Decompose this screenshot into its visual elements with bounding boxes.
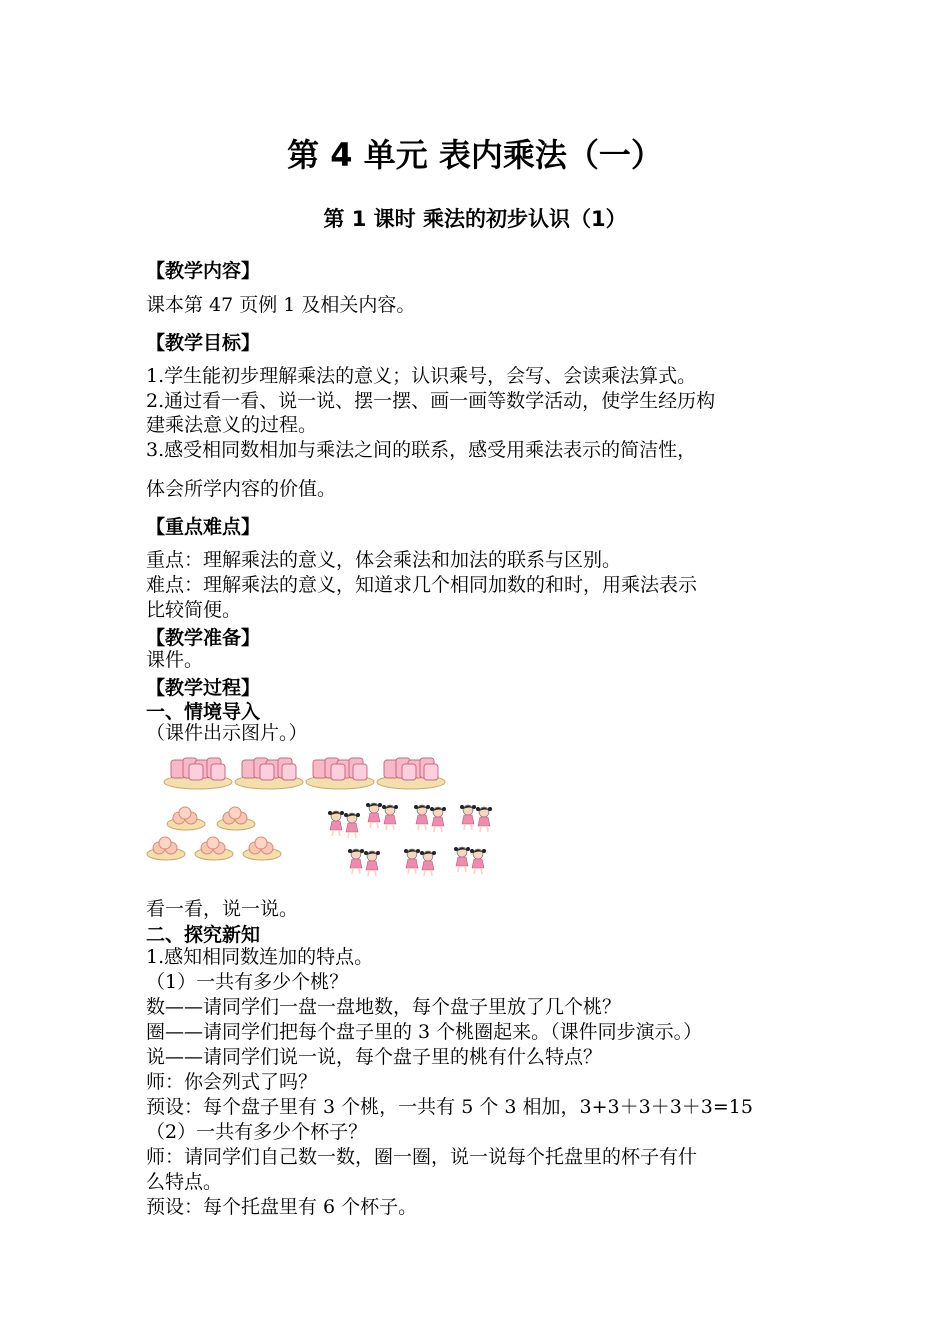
step-count: 数——请同学们一盘一盘地数，每个盘子里放了几个桃？ xyxy=(146,996,622,1018)
teacher-instruction-line1: 师：请同学们自己数一数，圈一圈，说一说每个托盘里的杯子有什 xyxy=(146,1146,698,1168)
difficulty-line2: 比较简便。 xyxy=(146,599,242,621)
part2-point1: 1.感知相同数连加的特点。 xyxy=(146,946,374,968)
dancing-girls-illustration xyxy=(322,802,507,882)
step-say: 说——请同学们说一说，每个盘子里的桃有什么特点？ xyxy=(146,1046,603,1068)
peach-plate xyxy=(147,837,185,860)
look-say-text: 看一看，说一说。 xyxy=(146,898,299,920)
lesson-subtitle: 第 1 课时 乘法的初步认识（1） xyxy=(323,207,627,231)
part1-note: （课件出示图片。） xyxy=(146,722,308,744)
girl-pair xyxy=(366,803,398,830)
step-circle: 圈——请同学们把每个盘子里的 3 个桃圈起来。（课件同步演示。） xyxy=(146,1021,703,1043)
question-peaches: （1）一共有多少个桃？ xyxy=(146,971,349,993)
goals-heading: 【教学目标】 xyxy=(146,332,261,354)
girl-pair xyxy=(414,805,446,832)
teacher-question: 师：你会列式了吗？ xyxy=(146,1071,318,1093)
key-point: 重点：理解乘法的意义，体会乘法和加法的联系与区别。 xyxy=(146,549,622,571)
peach-plate xyxy=(195,837,233,860)
goal-2-line2: 建乘法意义的过程。 xyxy=(146,414,318,436)
peach-plate xyxy=(167,807,205,830)
unit-title: 第 4 单元 表内乘法（一） xyxy=(287,136,663,174)
peach-plate xyxy=(217,807,255,830)
goal-1: 1.学生能初步理解乘法的意义；认识乘号，会写、会读乘法算式。 xyxy=(146,365,697,387)
girl-pair xyxy=(404,849,436,876)
part1-heading: 一、情境导入 xyxy=(146,701,261,723)
preset-answer: 预设：每个盘子里有 3 个桃，一共有 5 个 3 相加，3+3＋3＋3＋3=15 xyxy=(146,1096,753,1118)
cup-tray xyxy=(377,758,445,789)
key-heading: 【重点难点】 xyxy=(146,516,261,538)
girl-pair xyxy=(348,849,380,876)
part2-heading: 二、探究新知 xyxy=(146,924,261,946)
content-heading: 【教学内容】 xyxy=(146,260,261,282)
goal-3-line2: 体会所学内容的价值。 xyxy=(146,478,337,500)
question-cups: （2）一共有多少个杯子？ xyxy=(146,1121,368,1143)
girl-pair xyxy=(454,847,486,874)
cup-tray xyxy=(164,758,232,789)
goal-2-line1: 2.通过看一看、说一说、摆一摆、画一画等数学活动，使学生经历构 xyxy=(146,390,716,412)
girl-pair xyxy=(460,805,492,832)
difficulty-line1: 难点：理解乘法的意义，知道求几个相同加数的和时，用乘法表示 xyxy=(146,574,698,596)
prep-heading: 【教学准备】 xyxy=(146,627,261,649)
peach-plates-illustration xyxy=(146,806,296,866)
girl-pair xyxy=(328,811,360,838)
peach-plate xyxy=(243,837,281,860)
cup-tray xyxy=(306,758,374,789)
process-heading: 【教学过程】 xyxy=(146,677,261,699)
cup-tray xyxy=(235,758,303,789)
cup-trays-illustration xyxy=(163,750,463,794)
teacher-instruction-line2: 么特点。 xyxy=(146,1171,223,1193)
prep-text: 课件。 xyxy=(146,649,204,671)
preset-answer-cups: 预设：每个托盘里有 6 个杯子。 xyxy=(146,1196,418,1218)
goal-3-line1: 3.感受相同数相加与乘法之间的联系，感受用乘法表示的简洁性， xyxy=(146,439,697,461)
content-text: 课本第 47 页例 1 及相关内容。 xyxy=(146,294,416,316)
